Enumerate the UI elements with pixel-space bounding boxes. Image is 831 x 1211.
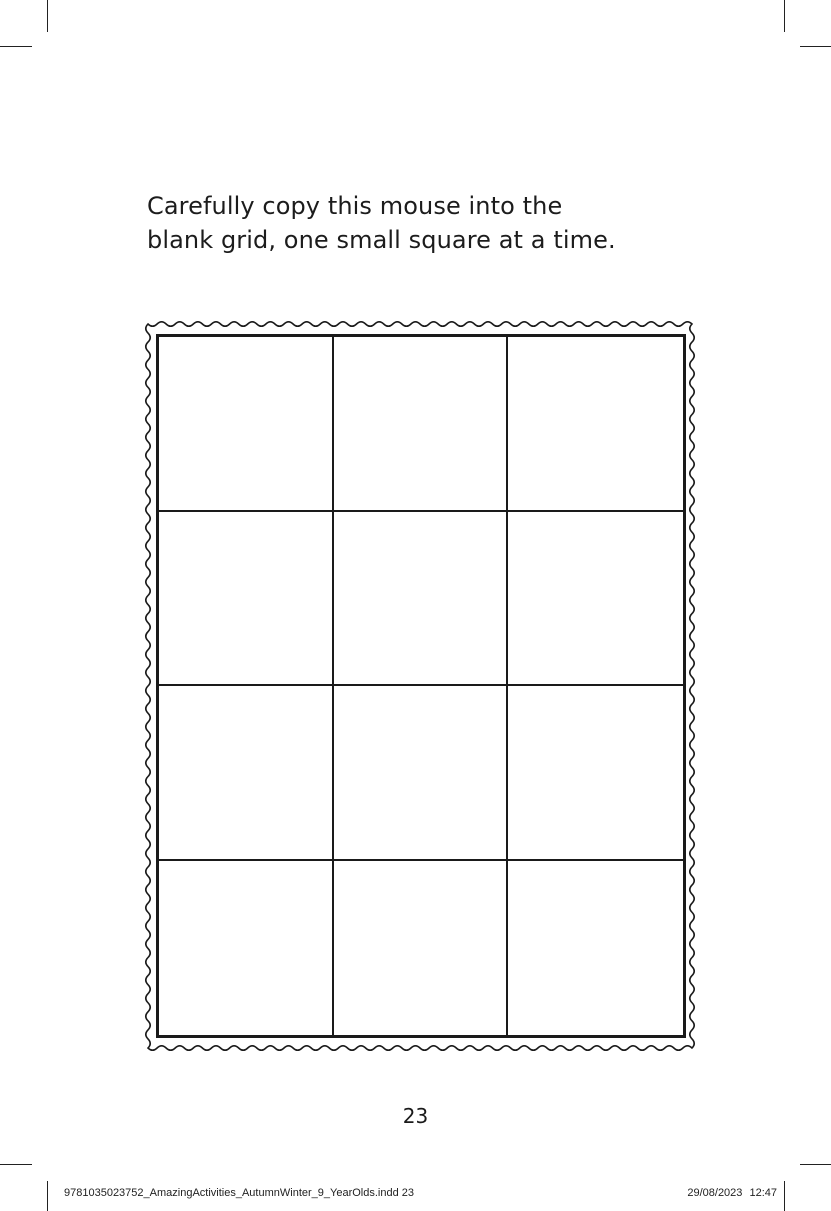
grid-cell-r2-c2[interactable] <box>334 512 509 687</box>
slug-file-name: 9781035023752_AmazingActivities_AutumnWinter_9_YearOlds.indd 23 <box>64 1187 414 1199</box>
grid-cell-r3-c2[interactable] <box>334 686 509 861</box>
grid-cell-r3-c1[interactable] <box>159 686 334 861</box>
blank-copy-grid[interactable] <box>156 334 686 1038</box>
page-number: 23 <box>402 1104 429 1128</box>
grid-cell-r3-c3[interactable] <box>508 686 683 861</box>
instructions-line-1: Carefully copy this mouse into the <box>147 192 563 220</box>
crop-mark-bottom-left <box>47 1181 48 1211</box>
crop-mark-top-left <box>47 0 48 32</box>
grid-cell-r4-c2[interactable] <box>334 861 509 1036</box>
crop-mark-top-right-h <box>800 46 831 47</box>
grid-cell-r2-c3[interactable] <box>508 512 683 687</box>
grid-cell-r1-c2[interactable] <box>334 337 509 512</box>
crop-mark-bottom-right-h <box>800 1164 831 1165</box>
crop-mark-bottom-left-h <box>0 1164 32 1165</box>
grid-cell-r1-c1[interactable] <box>159 337 334 512</box>
instructions-text <box>147 189 627 257</box>
grid-cell-r2-c1[interactable] <box>159 512 334 687</box>
slug-date-time: 29/08/2023 12:47 <box>687 1187 777 1199</box>
grid-cell-r1-c3[interactable] <box>508 337 683 512</box>
grid-cell-r4-c1[interactable] <box>159 861 334 1036</box>
instructions-line-2: blank grid, one small square at a time. <box>147 226 616 254</box>
crop-mark-top-left-h <box>0 46 32 47</box>
grid-cell-r4-c3[interactable] <box>508 861 683 1036</box>
crop-mark-bottom-right <box>784 1181 785 1211</box>
crop-mark-top-right <box>784 0 785 32</box>
